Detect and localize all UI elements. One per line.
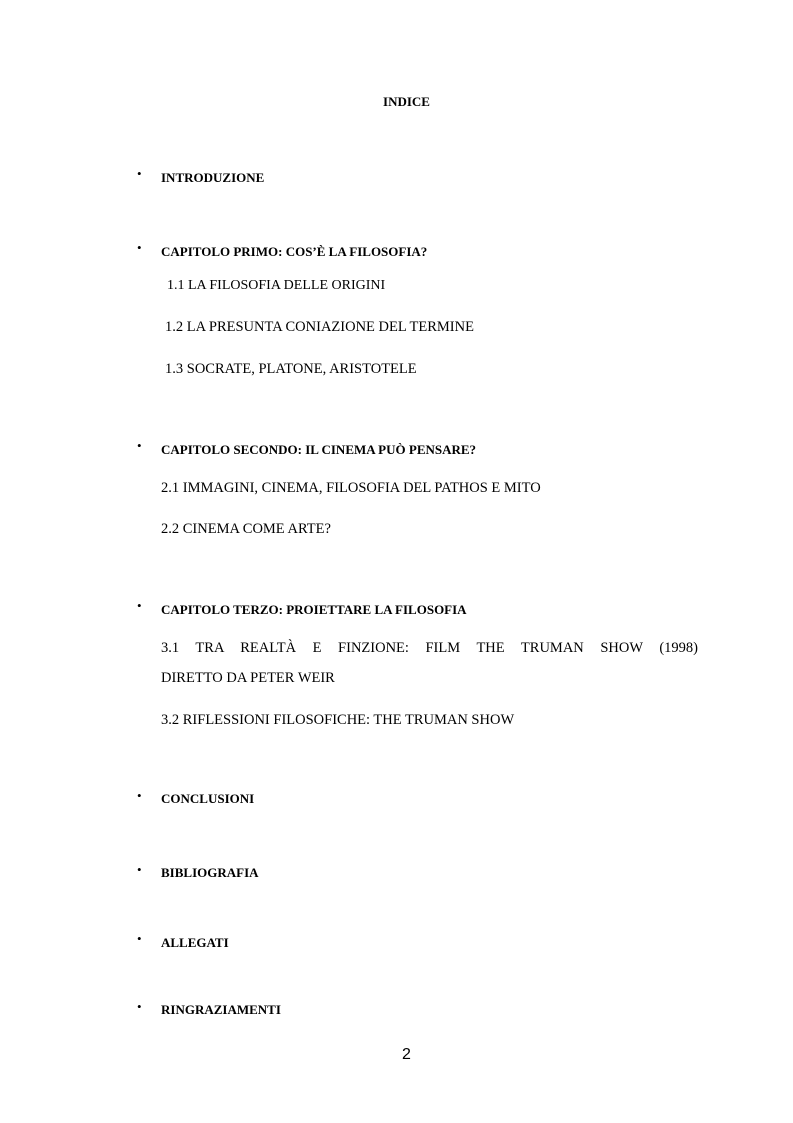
toc-subentry-3-1-line2: DIRETTO DA PETER WEIR: [161, 670, 335, 686]
toc-subentry-1-1: 1.1 LA FILOSOFIA DELLE ORIGINI: [167, 278, 386, 293]
toc-entry-capitolo-primo: CAPITOLO PRIMO: COS’È LA FILOSOFIA?: [161, 244, 428, 259]
toc-entry-allegati: ALLEGATI: [161, 935, 229, 950]
toc-subentry-1-2: 1.2 LA PRESUNTA CONIAZIONE DEL TERMINE: [165, 319, 474, 335]
toc-entry-capitolo-secondo: CAPITOLO SECONDO: IL CINEMA PUÒ PENSARE?: [161, 442, 477, 457]
toc-subentry-3-1: [161, 633, 698, 693]
bullet-icon: •: [137, 240, 142, 255]
bullet-icon: •: [137, 166, 142, 181]
toc-subentry-1-3: 1.3 SOCRATE, PLATONE, ARISTOTELE: [165, 361, 417, 377]
bullet-icon: •: [137, 598, 142, 613]
toc-entry-capitolo-terzo: CAPITOLO TERZO: PROIETTARE LA FILOSOFIA: [161, 602, 467, 617]
toc-entry-introduzione: INTRODUZIONE: [161, 170, 265, 185]
page-number: 2: [402, 1046, 411, 1063]
toc-subentry-2-2: 2.2 CINEMA COME ARTE?: [161, 521, 331, 537]
toc-subentry-3-2: 3.2 RIFLESSIONI FILOSOFICHE: THE TRUMAN SHOW: [161, 712, 515, 728]
bullet-icon: •: [137, 438, 142, 453]
bullet-icon: •: [137, 999, 142, 1014]
page-title: INDICE: [383, 94, 430, 109]
toc-subentry-2-1: 2.1 IMMAGINI, CINEMA, FILOSOFIA DEL PATHOS E MITO: [161, 480, 541, 496]
toc-entry-conclusioni: CONCLUSIONI: [161, 791, 255, 806]
bullet-icon: •: [137, 931, 142, 946]
toc-entry-bibliografia: BIBLIOGRAFIA: [161, 865, 259, 880]
bullet-icon: •: [137, 788, 142, 803]
toc-subentry-3-1-line1: 3.1 TRA REALTÀ E FINZIONE: FILM THE TRUMAN SHOW (1998): [161, 640, 698, 656]
bullet-icon: •: [137, 862, 142, 877]
toc-entry-ringraziamenti: RINGRAZIAMENTI: [161, 1002, 281, 1017]
